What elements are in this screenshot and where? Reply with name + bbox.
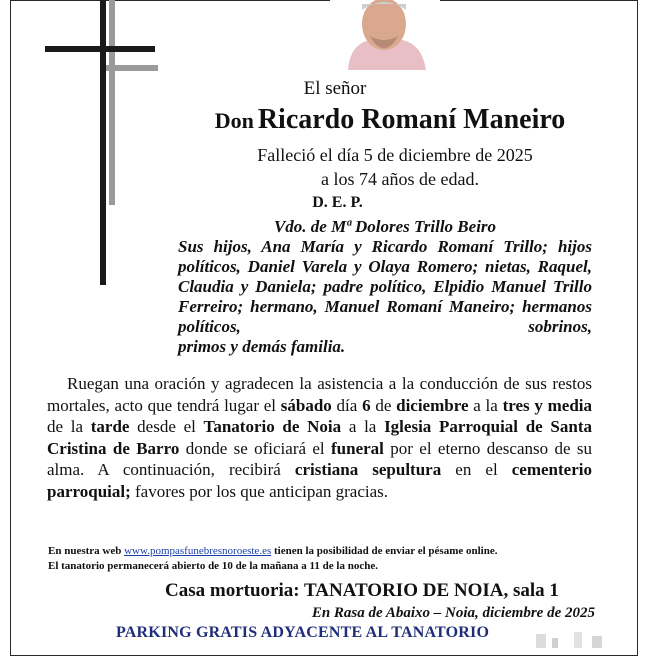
cross-icon (45, 0, 165, 300)
title-line: El señor (303, 78, 367, 99)
family-last-line: primos y demás familia. (178, 337, 346, 356)
death-date: Falleció el día 5 de diciembre de 2025 (257, 145, 533, 165)
funeral-home: Casa mortuoria: TANATORIO DE NOIA, sala 1 (165, 580, 559, 601)
deceased-name (175, 104, 605, 136)
website-link[interactable]: www.pompasfunebresnoroeste.es (124, 545, 272, 557)
family-body: Sus hijos, Ana María y Ricardo Romaní Trillo; hijos políticos, Daniel Varela y Olaya Romero; nietas, Raquel, Claudia y Daniela; padre político, Elpidio Manuel Trillo Ferreiro; hermano, Manuel Romaní Maneiro; hermanos políticos, sobrinos, (178, 237, 592, 336)
family-paragraph (178, 217, 592, 357)
hours-note: El tanatorio permanecerá abierto de 10 de la mañana a 11 de la noche. (48, 560, 378, 572)
name-prefix: Don (214, 108, 254, 133)
place-date: En Rasa de Abaixo – Noia, diciembre de 2025 (311, 605, 595, 621)
logo-fragment (530, 628, 610, 650)
full-name: Ricardo Romaní Maneiro (257, 104, 566, 135)
widower-line: Vdo. de Mª Dolores Trillo Beiro (273, 217, 497, 236)
parking-notice: PARKING GRATIS ADYACENTE AL TANATORIO (116, 624, 490, 641)
age: a los 74 años de edad. (321, 169, 479, 189)
dep-text: D. E. P. (312, 194, 363, 211)
web-note: En nuestra web www.pompasfunebresnoroeste.es tienen la posibilidad de enviar el pésame online. (48, 545, 498, 557)
ceremony-paragraph: Ruegan una oración y agradecen la asistencia a la conducción de sus restos mortales, acto que tendrá lugar el sábado día 6 de diciembre a la tres y media de la tarde desde el Tanatorio de Noia a la Iglesia Parroquial de Santa Cristina de Barro donde se oficiará el funeral por el eterno descanso de su alma. A continuación, recibirá cristiana sepultura en el cementerio parroquial; favores por los que anticipan gracias. (47, 374, 592, 501)
portrait-photo (330, 0, 440, 70)
